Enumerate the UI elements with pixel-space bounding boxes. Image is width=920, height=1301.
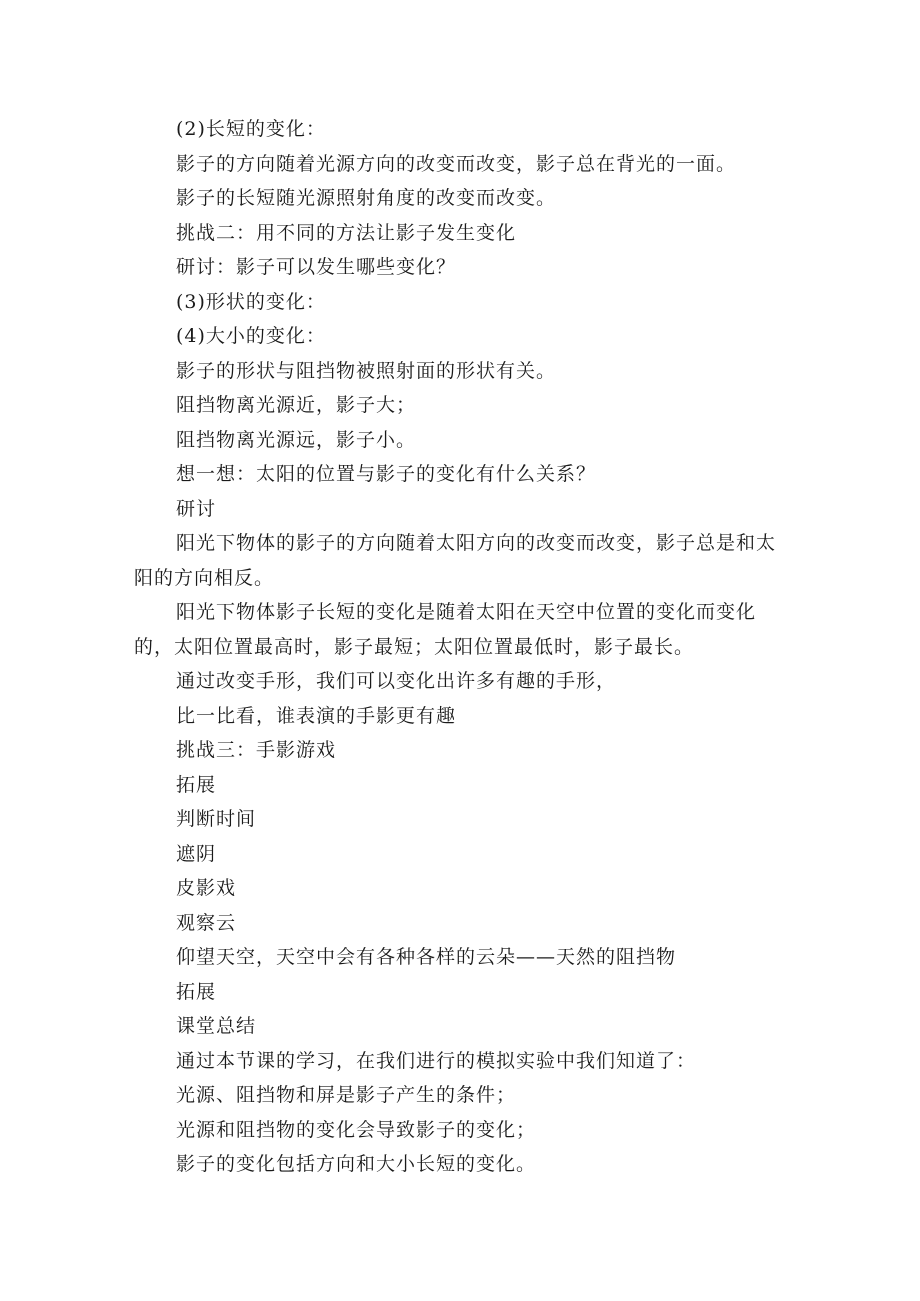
text-line: 研讨 — [176, 497, 217, 520]
text-line: 想一想：太阳的位置与影子的变化有什么关系？ — [176, 463, 597, 485]
text-line: 影子的方向随着光源方向的改变而改变，影子总在背光的一面。 — [176, 152, 737, 175]
text-line: (4)大小的变化： — [176, 325, 326, 347]
paragraph-sun-direction — [134, 526, 796, 595]
text-line: 通过改变手形，我们可以变化出许多有趣的手形， — [176, 670, 617, 692]
text-line: 判断时间 — [176, 808, 257, 830]
text-line: 光源和阻挡物的变化会导致影子的变化； — [176, 1118, 537, 1141]
paragraph-line: 阳光下物体的影子的方向随着太阳方向的改变而改变，影子总是和太 — [176, 532, 777, 554]
text-line: (2)长短的变化： — [176, 118, 326, 140]
paragraph-line: 的，太阳位置最高时，影子最短；太阳位置最低时，影子最长。 — [134, 635, 695, 658]
text-line: 比一比看，谁表演的手影更有趣 — [176, 704, 457, 727]
text-line: 影子的形状与阻挡物被照射面的形状有关。 — [176, 359, 557, 382]
document-body — [134, 112, 796, 1182]
text-line: 研讨：影子可以发生哪些变化？ — [176, 256, 457, 278]
text-line: 观察云 — [176, 911, 237, 934]
text-line: 拓展 — [176, 773, 217, 796]
text-line: 阻挡物离光源远，影子小。 — [176, 428, 417, 451]
text-line: 光源、阻挡物和屏是影子产生的条件； — [176, 1084, 517, 1106]
text-line: 影子的长短随光源照射角度的改变而改变。 — [176, 187, 557, 209]
text-line: 课堂总结 — [176, 1015, 257, 1037]
paragraph-line: 阳光下物体影子长短的变化是随着太阳在天空中位置的变化而变化 — [176, 601, 757, 623]
text-line: (3)形状的变化： — [176, 290, 326, 313]
text-line: 影子的变化包括方向和大小长短的变化。 — [176, 1153, 537, 1175]
text-line: 拓展 — [176, 980, 217, 1003]
paragraph-line: 阳的方向相反。 — [134, 566, 275, 589]
text-line: 阻挡物离光源近，影子大； — [176, 394, 417, 416]
text-line: 挑战二：用不同的方法让影子发生变化 — [176, 221, 517, 244]
text-line: 遮阴 — [176, 842, 217, 865]
text-line: 仰望天空，天空中会有各种各样的云朵——天然的阻挡物 — [176, 946, 677, 968]
text-line: 通过本节课的学习，在我们进行的模拟实验中我们知道了： — [176, 1049, 697, 1072]
text-line: 挑战三：手影游戏 — [176, 739, 337, 761]
paragraph-sun-length — [134, 595, 796, 664]
text-line: 皮影戏 — [176, 877, 237, 899]
